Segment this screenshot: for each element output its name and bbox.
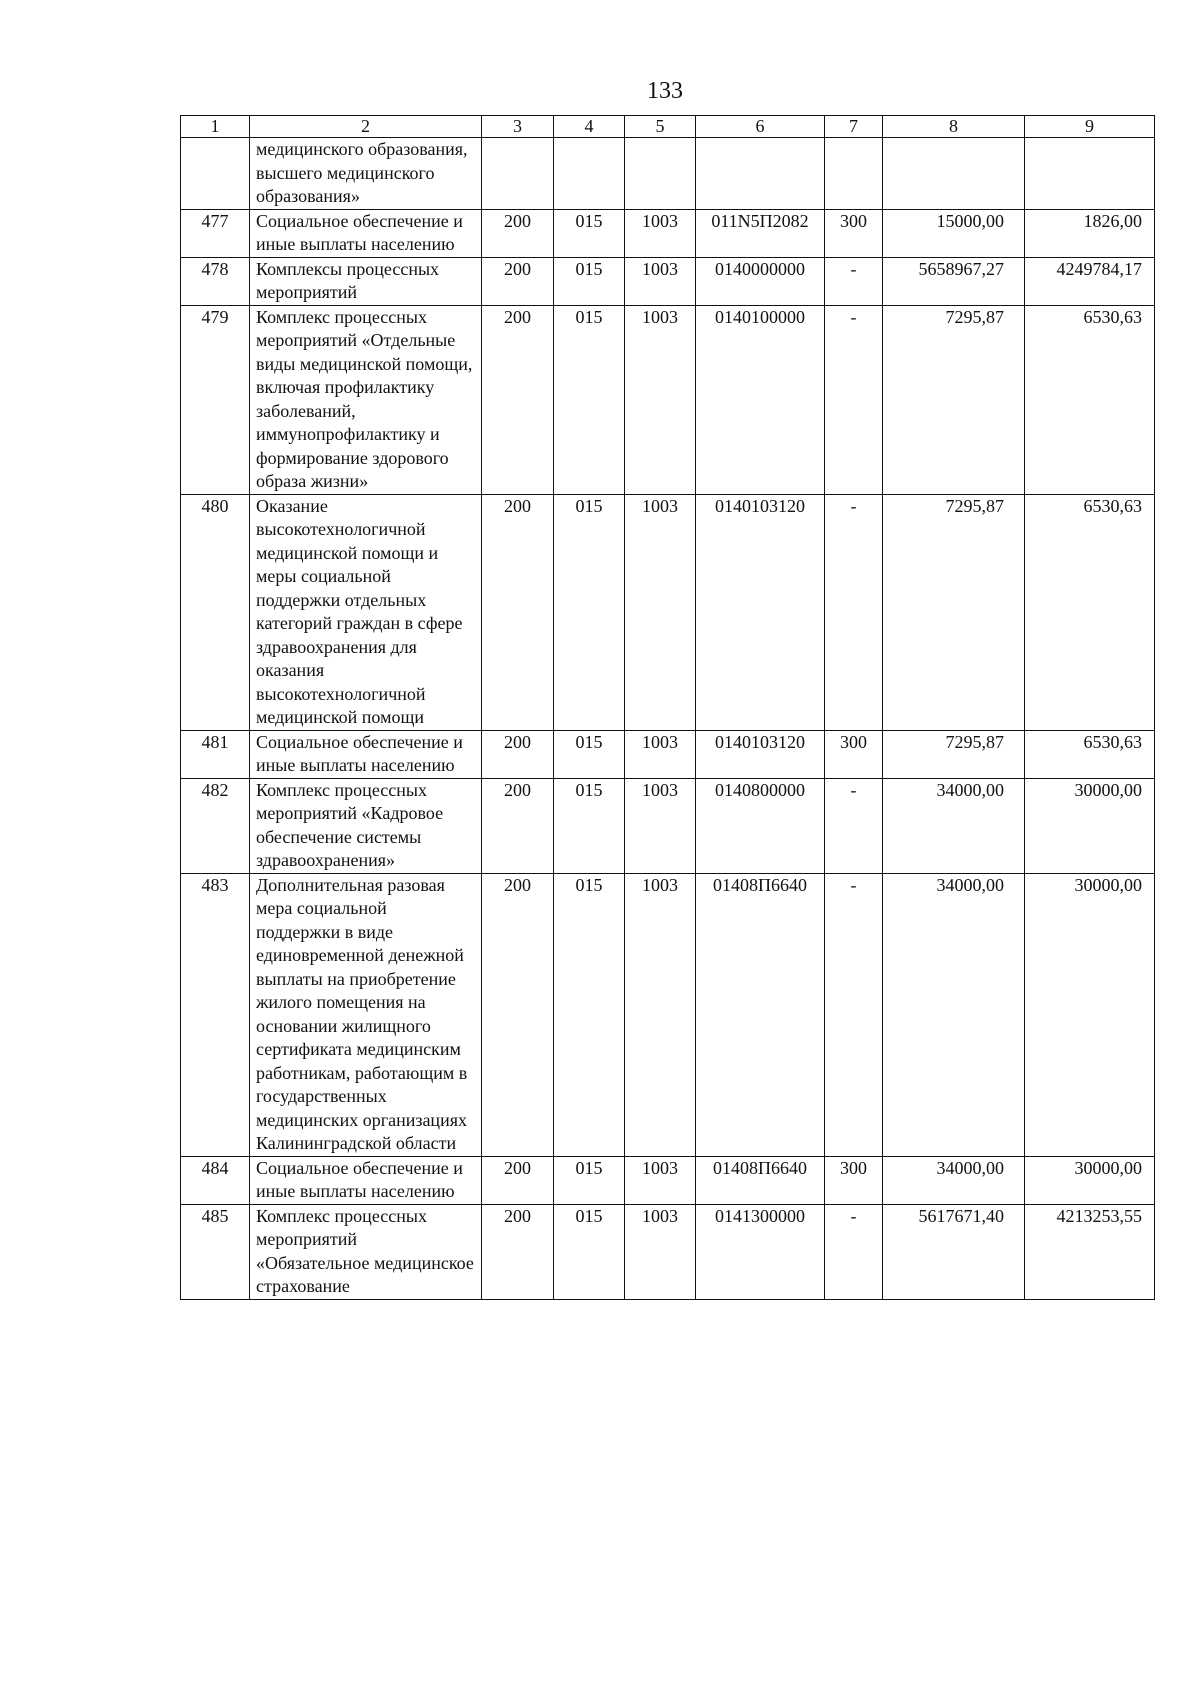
row-col7: - [825, 257, 883, 305]
page-number: 133 [647, 78, 683, 104]
row-col6: 01408П6640 [696, 873, 825, 1156]
row-col7: 300 [825, 1156, 883, 1204]
column-header: 5 [625, 116, 696, 138]
row-col3: 200 [482, 1204, 554, 1299]
row-name: Дополнительная разовая мера социальной поддержки в виде единовременной денежной выплаты на приобретение жилого помещения на основании жилищного сертификата медицинским работникам, работающим в государственных медицинских организациях Калининградской области [250, 873, 482, 1156]
row-col8: 34000,00 [883, 778, 1025, 873]
column-header: 6 [696, 116, 825, 138]
row-col3: 200 [482, 494, 554, 730]
row-col5: 1003 [625, 305, 696, 494]
row-col4: 015 [554, 305, 625, 494]
row-col3: 200 [482, 873, 554, 1156]
row-col5: 1003 [625, 873, 696, 1156]
row-col6: 011N5П2082 [696, 209, 825, 257]
table-row [181, 873, 1155, 1156]
row-number: 483 [181, 873, 250, 1156]
row-name: медицинского образования, высшего медицинского образования» [250, 138, 482, 210]
row-col8: 5658967,27 [883, 257, 1025, 305]
table-row [181, 257, 1155, 305]
row-col3: 200 [482, 257, 554, 305]
row-col5: 1003 [625, 257, 696, 305]
row-col4: 015 [554, 1156, 625, 1204]
row-number: 479 [181, 305, 250, 494]
row-col8 [883, 138, 1025, 210]
row-col8: 34000,00 [883, 873, 1025, 1156]
row-col6: 0140103120 [696, 494, 825, 730]
row-name: Социальное обеспечение и иные выплаты населению [250, 1156, 482, 1204]
row-number: 478 [181, 257, 250, 305]
row-col6 [696, 138, 825, 210]
row-number: 484 [181, 1156, 250, 1204]
column-header: 9 [1025, 116, 1155, 138]
table-row [181, 494, 1155, 730]
row-col8: 7295,87 [883, 730, 1025, 778]
row-col7: - [825, 305, 883, 494]
row-col7: - [825, 873, 883, 1156]
row-name: Социальное обеспечение и иные выплаты населению [250, 730, 482, 778]
row-col9: 30000,00 [1025, 1156, 1155, 1204]
row-col4: 015 [554, 1204, 625, 1299]
table-row [181, 305, 1155, 494]
column-header: 2 [250, 116, 482, 138]
row-name: Комплексы процессных мероприятий [250, 257, 482, 305]
row-col7: - [825, 494, 883, 730]
row-col3 [482, 138, 554, 210]
row-col9: 4249784,17 [1025, 257, 1155, 305]
row-col5: 1003 [625, 494, 696, 730]
row-col3: 200 [482, 209, 554, 257]
row-col9: 30000,00 [1025, 778, 1155, 873]
column-header: 4 [554, 116, 625, 138]
row-number [181, 138, 250, 210]
row-name: Комплекс процессных мероприятий «Отдельные виды медицинской помощи, включая профилактику заболеваний, иммунопрофилактику и формирование здорового образа жизни» [250, 305, 482, 494]
row-number: 477 [181, 209, 250, 257]
row-col4: 015 [554, 257, 625, 305]
table-row [181, 209, 1155, 257]
budget-table [180, 115, 1155, 1300]
row-col4: 015 [554, 730, 625, 778]
column-header: 3 [482, 116, 554, 138]
column-header: 8 [883, 116, 1025, 138]
row-col8: 7295,87 [883, 305, 1025, 494]
column-header: 1 [181, 116, 250, 138]
row-col6: 0140100000 [696, 305, 825, 494]
table-row [181, 1156, 1155, 1204]
row-col8: 15000,00 [883, 209, 1025, 257]
row-col8: 5617671,40 [883, 1204, 1025, 1299]
row-col9 [1025, 138, 1155, 210]
row-col6: 01408П6640 [696, 1156, 825, 1204]
row-col5: 1003 [625, 209, 696, 257]
row-col5: 1003 [625, 730, 696, 778]
row-col6: 0140103120 [696, 730, 825, 778]
column-number-row [181, 116, 1155, 138]
row-col7: - [825, 1204, 883, 1299]
row-col6: 0141300000 [696, 1204, 825, 1299]
table-row [181, 778, 1155, 873]
row-col3: 200 [482, 730, 554, 778]
row-col7: 300 [825, 730, 883, 778]
table-row [181, 1204, 1155, 1299]
table-row [181, 730, 1155, 778]
row-col6: 0140000000 [696, 257, 825, 305]
row-col4: 015 [554, 209, 625, 257]
row-col5: 1003 [625, 1204, 696, 1299]
row-col3: 200 [482, 778, 554, 873]
row-col5: 1003 [625, 778, 696, 873]
row-col4: 015 [554, 873, 625, 1156]
row-col9: 4213253,55 [1025, 1204, 1155, 1299]
row-col8: 7295,87 [883, 494, 1025, 730]
row-col4: 015 [554, 778, 625, 873]
row-col6: 0140800000 [696, 778, 825, 873]
row-col9: 6530,63 [1025, 730, 1155, 778]
row-col9: 30000,00 [1025, 873, 1155, 1156]
row-number: 485 [181, 1204, 250, 1299]
row-col4 [554, 138, 625, 210]
row-col9: 6530,63 [1025, 494, 1155, 730]
row-name: Комплекс процессных мероприятий «Кадровое обеспечение системы здравоохранения» [250, 778, 482, 873]
row-col3: 200 [482, 305, 554, 494]
row-col9: 1826,00 [1025, 209, 1155, 257]
row-number: 482 [181, 778, 250, 873]
row-col7 [825, 138, 883, 210]
row-number: 480 [181, 494, 250, 730]
row-name: Оказание высокотехнологичной медицинской помощи и меры социальной поддержки отдельных категорий граждан в сфере здравоохранения для оказания высокотехнологичной медицинской помощи [250, 494, 482, 730]
row-col8: 34000,00 [883, 1156, 1025, 1204]
row-col5 [625, 138, 696, 210]
row-name: Социальное обеспечение и иные выплаты населению [250, 209, 482, 257]
row-col7: 300 [825, 209, 883, 257]
row-number: 481 [181, 730, 250, 778]
row-col3: 200 [482, 1156, 554, 1204]
row-name: Комплекс процессных мероприятий «Обязательное медицинское страхование [250, 1204, 482, 1299]
row-col5: 1003 [625, 1156, 696, 1204]
row-col7: - [825, 778, 883, 873]
column-header: 7 [825, 116, 883, 138]
row-col4: 015 [554, 494, 625, 730]
row-col9: 6530,63 [1025, 305, 1155, 494]
table-row [181, 138, 1155, 210]
